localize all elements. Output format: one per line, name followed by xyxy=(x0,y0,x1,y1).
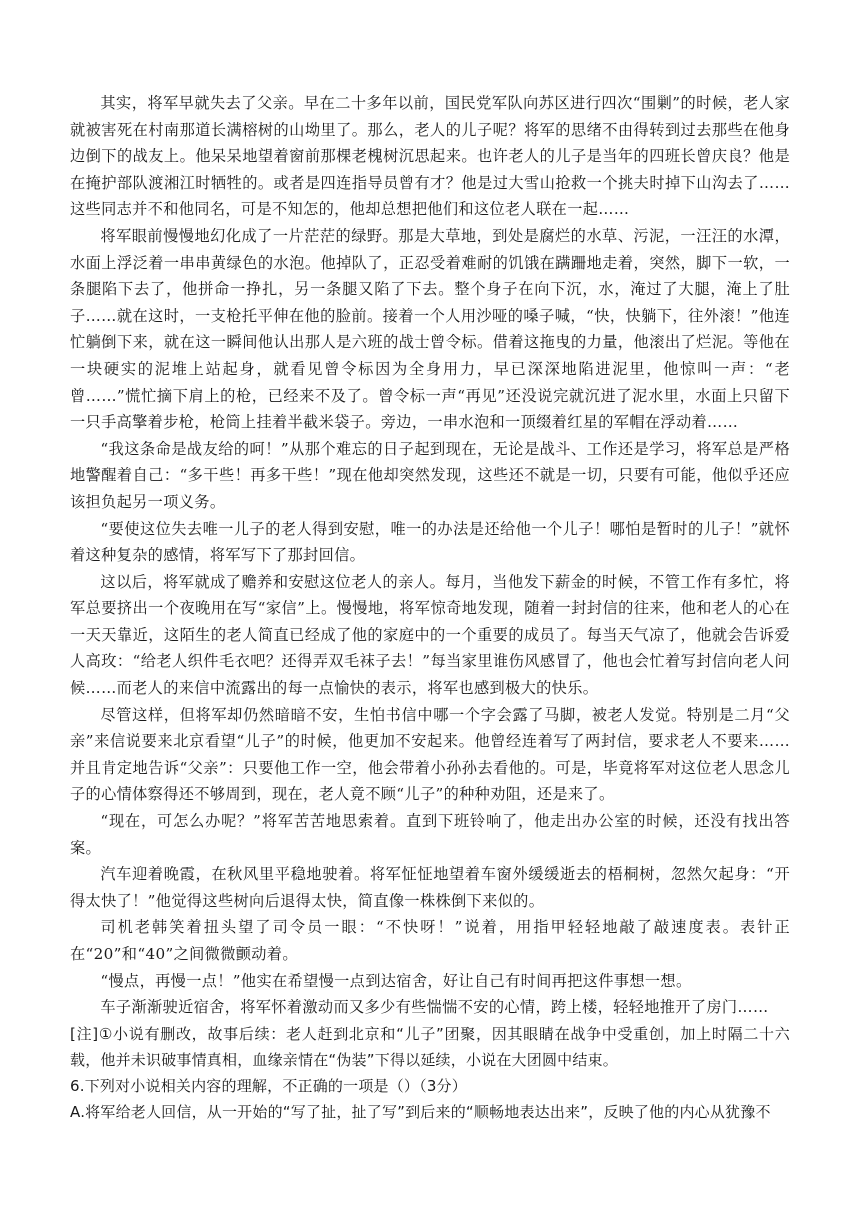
paragraph: “我这条命是战友给的呵！”从那个难忘的日子起到现在，无论是战斗、工作还是学习，将军总是严格地警醒着自己：“多干些！再多干些！”现在他却突然发现，这些还不就是一切，只要有可能，他似乎还应该担负起另一项义务。 xyxy=(70,439,790,511)
paragraph: “现在，可怎么办呢？”将军苦苦地思索着。直到下班铃响了，他走出办公室的时候，还没有找出答案。 xyxy=(70,812,790,857)
paragraph: 将军眼前慢慢地幻化成了一片茫茫的绿野。那是大草地，到处是腐烂的水草、污泥，一汪汪的水潭，水面上浮泛着一串串黄绿色的水泡。他掉队了，正忍受着难耐的饥饿在蹒跚地走着，突然，脚下一软，一条腿陷下去了，他拼命一挣扎，另一条腿又陷了下去。整个身子在向下沉，水，淹过了大腿，淹上了肚子……就在这时，一支枪托平伸在他的脸前。接着一个人用沙哑的嗓子喊，“快，快躺下，往外滚！”他连忙躺倒下来，就在这一瞬间他认出那人是六班的战士曾令标。借着这拖曳的力量，他滚出了烂泥。等他在一块硬实的泥堆上站起身，就看见曾令标因为全身用力，早已深深地陷进泥里，他惊叫一声：“老曾……”慌忙摘下肩上的枪，已经来不及了。曾令标一声“再见”还没说完就沉进了泥水里，水面上只留下一只手高擎着步枪，枪筒上挂着半截米袋子。旁边，一串水泡和一顶缀着红星的军帽在浮动着…… xyxy=(70,226,790,432)
footnote: [注]①小说有删改，故事后续：老人赶到北京和“儿子”团聚，因其眼睛在战争中受重创，加上时隔二十六载，他并未识破事情真相，血缘亲情在“伪装”下得以延续，小说在大团圆中结束。 xyxy=(70,1024,790,1069)
paragraph: “慢点，再慢一点！”他实在希望慢一点到达宿舍，好让自己有时间再把这件事想一想。 xyxy=(100,971,692,990)
paragraph: 汽车迎着晚霞，在秋风里平稳地驶着。将军怔怔地望着车窗外缓缓逝去的梧桐树，忽然欠起身：“开得太快了！”他觉得这些树向后退得太快，简直像一株株倒下来似的。 xyxy=(70,865,790,910)
paragraph: 这以后，将军就成了赡养和安慰这位老人的亲人。每月，当他发下薪金的时候，不管工作有多忙，将军总要挤出一个夜晚用在写“家信”上。慢慢地，将军惊奇地发现，随着一封封信的往来，他和老人的心在一天天靠近，这陌生的老人简直已经成了他的家庭中的一个重要的成员了。每当天气凉了，他就会告诉爱人高玫：“给老人织件毛衣吧？还得弄双毛袜子去！”每当家里谁伤风感冒了，他也会忙着写封信向老人问候……而老人的来信中流露出的每一点愉快的表示，将军也感到极大的快乐。 xyxy=(70,572,790,698)
story-text xyxy=(70,90,790,1021)
paragraph: 尽管这样，但将军却仍然暗暗不安，生怕书信中哪一个字会露了马脚，被老人发觉。特别是二月“父亲”来信说要来北京看望“儿子”的时候，他更加不安起来。他曾经连着写了两封信，要求老人不要来……并且肯定地告诉“父亲”：只要他工作一空，他会带着小孙孙去看他的。可是，毕竟将军对这位老人思念儿子的心情体察得还不够周到，现在，老人竟不顾“儿子”的种种劝阻，还是来了。 xyxy=(70,705,790,804)
paragraph: “要使这位失去唯一儿子的老人得到安慰，唯一的办法是还给他一个儿子！哪怕是暂时的儿子！”就怀着这种复杂的感情，将军写下了那封回信。 xyxy=(70,519,790,565)
paragraph: 司机老韩笑着扭头望了司令员一眼：“不快呀！”说着，用指甲轻轻地敲了敲速度表。表针正在“20”和“40”之间微微颤动着。 xyxy=(70,918,790,963)
question-option-a: A.将军给老人回信，从一开始的“写了扯，扯了写”到后来的“顺畅地表达出来”，反映了他的内心从犹豫不 xyxy=(70,1102,771,1121)
paragraph: 其实，将军早就失去了父亲。早在二十多年以前，国民党军队向苏区进行四次“围剿”的时候，老人家就被害死在村南那道长满榕树的山坳里了。那么，老人的儿子呢？将军的思绪不由得转到过去那些在他身边倒下的战友上。他呆呆地望着窗前那棵老槐树沉思起来。也许老人的儿子是当年的四班长曾庆良？他是在掩护部队渡湘江时牺牲的。或者是四连指导员曾有才？他是过大雪山抢救一个挑夫时掉下山沟去了……这些同志并不和他同名，可是不知怎的，他却总想把他们和这位老人联在一起…… xyxy=(70,94,790,219)
paragraph: 车子渐渐驶近宿舍，将军怀着激动而又多少有些惴惴不安的心情，跨上楼，轻轻地推开了房门…… xyxy=(100,998,769,1017)
question-stem: 6.下列对小说相关内容的理解，不正确的一项是（）（3分） xyxy=(70,1076,467,1095)
